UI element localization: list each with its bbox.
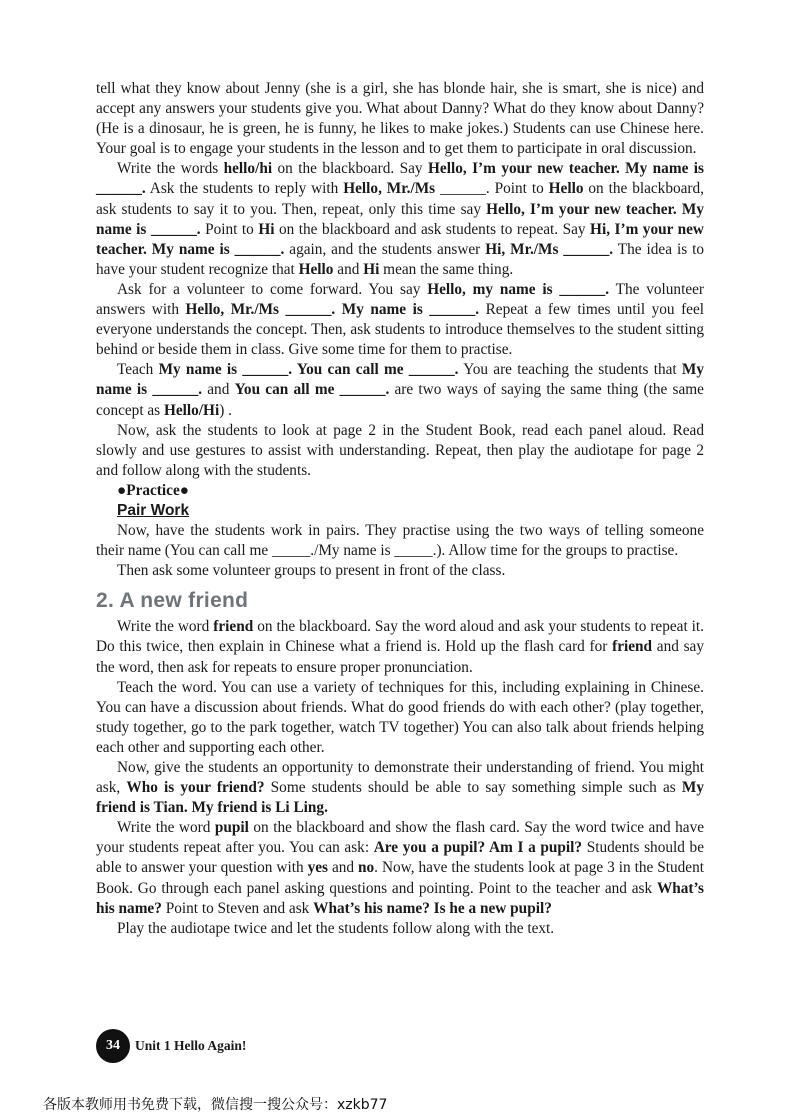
bold-phrase: Hi	[363, 260, 380, 278]
bold-phrase: Hi	[258, 220, 275, 238]
text-run: Students should be able to answer your question with	[96, 839, 704, 877]
body-paragraph	[96, 678, 704, 758]
text-run: Some students should be able to say something simple such as	[264, 779, 682, 797]
text-run: Teach the word. You can use a variety of techniques for this, including explaining in Chinese. You can have a discussion about friends. What do good friends do with each other? (play together, study together, go to the park together, watch TV together) You can also talk about friends helping each other and supporting each other.	[96, 678, 704, 756]
bold-phrase: Hello, Mr./Ms ______. My name is ______.	[185, 301, 480, 319]
text-run: ) .	[219, 401, 232, 419]
text-run: Now, have the students work in pairs. They practise using the two ways of telling someone their name (You can call me _____./My name is _____.). Allow time for the groups to practise.	[96, 522, 704, 560]
bold-phrase: yes	[307, 859, 328, 877]
body-paragraph	[96, 159, 704, 280]
text-run: on the blackboard. Say	[272, 160, 428, 178]
body-paragraph	[96, 79, 704, 159]
text-run: Write the words	[117, 160, 224, 178]
bold-phrase: Who is your friend?	[126, 779, 265, 797]
practice-heading: ●Practice●	[117, 481, 189, 499]
text-run: and	[202, 381, 235, 399]
bold-phrase: hello/hi	[223, 160, 273, 178]
text-run: and	[327, 859, 359, 877]
bold-phrase: friend	[213, 618, 254, 636]
text-run: are two ways of saying the same thing (the same concept as	[96, 381, 704, 419]
body-paragraph	[96, 758, 704, 818]
bold-phrase: Are you a pupil? Am I a pupil?	[373, 839, 583, 857]
text-run: Write the word	[117, 819, 215, 837]
text-run: Ask for a volunteer to come forward. You say	[117, 280, 428, 298]
body-paragraph	[96, 818, 704, 918]
bold-phrase: Hello, Mr./Ms	[343, 180, 436, 198]
watermark-text: 各版本教师用书免费下载，微信搜一搜公众号：xzkb77	[43, 1097, 388, 1113]
bold-phrase: friend	[612, 638, 653, 656]
bold-phrase: Hi, I’m your new teacher. My name is ______.	[96, 220, 704, 258]
bold-phrase: Hello, I’m your new teacher. My name is ______.	[96, 160, 705, 198]
text-run: Now, ask the students to look at page 2 in the Student Book, read each panel aloud. Read slowly and use gestures to assist with understanding. Repeat, then play the audiotape for page 2 and follow along with the students.	[96, 421, 704, 479]
body-paragraph	[96, 421, 704, 481]
text-run: The volunteer answers with	[96, 280, 704, 319]
body-paragraph	[96, 280, 704, 360]
text-run: Point to	[200, 220, 259, 238]
bold-phrase: Hello/Hi	[163, 401, 220, 419]
body-paragraph	[96, 561, 704, 581]
bold-phrase: My friend is Tian. My friend is Li Ling.	[96, 779, 704, 817]
body-paragraph	[96, 617, 704, 677]
text-run: Teach	[117, 361, 159, 379]
bold-phrase: Hello	[298, 260, 334, 278]
body-paragraph	[96, 521, 704, 561]
text-run: Now, give the students an opportunity to demonstrate their understanding of friend. You might ask,	[96, 759, 704, 797]
text-run: The idea is to have your student recognize that	[96, 240, 704, 278]
bold-phrase: Hi, Mr./Ms ______.	[485, 240, 614, 258]
text-run: and	[333, 260, 364, 278]
text-run: Ask the students to reply with	[145, 180, 344, 198]
bold-phrase: You can all me ______.	[234, 381, 390, 399]
bold-phrase: What’s his name? Is he a new pupil?	[313, 899, 552, 917]
page-number: 34	[96, 1029, 130, 1063]
unit-label: Unit 1 Hello Again!	[135, 1038, 247, 1053]
text-run: on the blackboard and ask students to repeat. Say	[274, 220, 591, 238]
bold-phrase: Hello, my name is ______.	[427, 280, 610, 298]
text-run: Point to Steven and ask	[161, 899, 314, 917]
text-run: Repeat a few times until you feel everyone understands the concept. Then, ask students to introduce themselves to the student sitting behind or beside them in class. Give some time for them to practise.	[96, 301, 704, 359]
text-run: mean the same thing.	[379, 260, 514, 278]
text-run: on the blackboard and show the flash card. Say the word twice and have your students repeat after you. You can ask:	[96, 819, 705, 857]
bold-phrase: no	[358, 859, 375, 877]
page-footer	[96, 1029, 246, 1063]
text-run: You are teaching the students that	[458, 361, 682, 379]
text-run: tell what they know about Jenny (she is a girl, she has blonde hair, she is smart, she is nice) and accept any answers your students give you. What about Danny? What do they know about Danny? (He is a dinosaur, he is green, he is funny, he likes to make jokes.) Students can use Chinese here. Your goal is to engage your students in the lesson and to get them to participate in oral discussion.	[96, 80, 704, 158]
section-title: 2. A new friend	[96, 589, 249, 613]
bold-phrase: pupil	[214, 819, 249, 837]
text-run: ______. Point to	[435, 180, 549, 198]
bold-phrase: What’s his name?	[96, 879, 704, 917]
body-paragraph	[96, 919, 704, 939]
bold-phrase: Hello	[548, 180, 584, 198]
text-run: Play the audiotape twice and let the students follow along with the text.	[117, 919, 555, 937]
text-run: on the blackboard, ask students to say it to you. Then, repeat, only this time say	[96, 180, 704, 218]
text-run: on the blackboard. Say the word aloud and ask your students to repeat it. Do this twice, then explain in Chinese what a friend is. Hold up the flash card for	[96, 618, 704, 656]
bold-phrase: My name is ______. You can call me ______.	[158, 361, 459, 379]
body-paragraph	[96, 360, 704, 420]
page-body	[96, 79, 704, 939]
bold-phrase: Hello, I’m your new teacher. My name is ______.	[96, 200, 704, 238]
text-run: . Now, have the students look at page 3 in the Student Book. Go through each panel asking questions and pointing. Point to the teacher and ask	[96, 859, 704, 897]
bold-phrase: My name is ______.	[96, 361, 705, 399]
text-run: again, and the students answer	[284, 240, 486, 258]
text-run: and say the word, then ask for repeats to ensure proper pronunciation.	[96, 638, 704, 676]
text-run: Write the word	[117, 618, 214, 636]
text-run: Then ask some volunteer groups to present in front of the class.	[117, 562, 506, 580]
pair-work-heading: Pair Work	[117, 501, 190, 519]
